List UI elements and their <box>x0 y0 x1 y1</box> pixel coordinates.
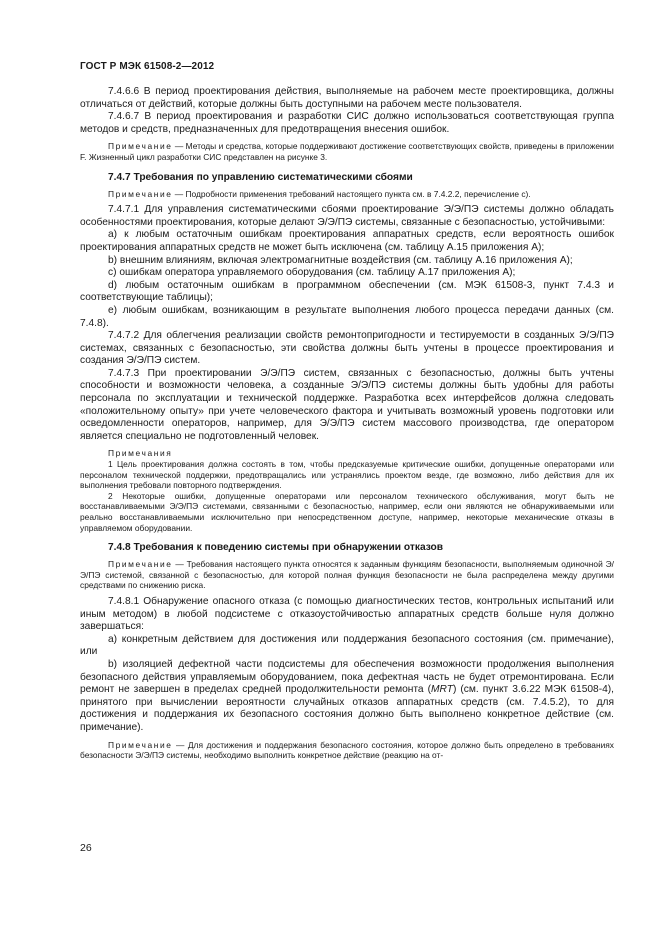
note-label: Примечание <box>108 141 173 152</box>
notes-heading: Примечания <box>108 448 173 459</box>
note-label: Примечание <box>108 188 173 199</box>
page-number: 26 <box>80 842 92 854</box>
page-content <box>80 86 614 761</box>
note-methods <box>80 141 614 162</box>
list-item-b: b) внешним влияниям, включая электромагнитные воздействия (см. таблицу А.16 приложения А); <box>108 254 573 266</box>
note-item-2: 2 Некоторые ошибки, допущенные операторами или персоналом технического обслуживания, могут быть не восстанавливаемыми Э/Э/ПЭ системами, связанными с безопасностью, например, если они являются не обнаруживаемыми или реально восстанавливаемыми исключительно при непосредственном доступе, например, некоторые механические отказы в управляемом оборудовании. <box>80 490 614 533</box>
paragraph-7-4-7-2: 7.4.7.2 Для облегчения реализации свойств ремонтопригодности и тестируемости в созданных Э/Э/ПЭ системах, связанных с безопасностью, эти свойства должны быть учтены в процессе проектирования и создания Э/Э/ПЭ систем. <box>80 330 614 367</box>
paragraph-7-4-7-1: 7.4.7.1 Для управления систематическими сбоями проектирование Э/Э/ПЭ системы должно обладать особенностями проектирования, которые делают Э/Э/ПЭ системы, связанные с безопасностью, устойчивыми: <box>80 204 614 228</box>
list-item-d: d) любым остаточным ошибкам в программном обеспечении (см. МЭК 61508-3, пункт 7.4.3 и соответствующие таблицы); <box>80 279 614 304</box>
document-header: ГОСТ Р МЭК 61508-2—2012 <box>80 61 215 72</box>
note-text: — Для достижения и поддержания безопасного состояния, которое должно быть определено в требованиях безопасности Э/Э/ПЭ системы, необходимо выполнить конкретное действие (реакцию на от- <box>80 739 614 761</box>
section-heading-7-4-7: 7.4.7 Требования по управлению систематическими сбоями <box>108 171 413 183</box>
list-item-e: e) любым ошибкам, возникающим в результате выполнения любого процесса передачи данных (см. 7.4.8). <box>80 304 614 329</box>
note-item-1: 1 Цель проектирования должна состоять в том, чтобы предсказуемые критические ошибки, допущенные операторами или персоналом технической поддержки, предотвращались или устранялись проектом везде, где возможно, либо действия для их выполнения требовали повторного подтверждения. <box>80 459 614 491</box>
paragraph-7-4-7-3: 7.4.7.3 При проектировании Э/Э/ПЭ систем, связанных с безопасностью, должны быть учтены способности и возможности человека, а созданные Э/Э/ПЭ системы должны быть удобны для работы персонала по эксплуатации и технической поддержке. Разработка всех интерфейсов должна следовать «положительному опыту» при учете человеческого фактора и учитывать возможный уровень подготовки или осведомленности операторов, например, для Э/Э/ПЭ систем массового производства, где оператором является специально не подготовленный человек. <box>80 367 614 442</box>
list2-b-part2: ) (см. пункт 3.6.22 МЭК 61508-4), принятого при вычислении вероятности случайных отказов аппаратных средств (см. 7.4.5.2), то для достижения и поддержания их безопасного состояния должно быть выполнено конкретное действие (см. примечание). <box>80 684 614 733</box>
note-text: — Подробности применения требований настоящего пункта см. в 7.4.2.2, перечисление с). <box>172 188 531 199</box>
note-label: Примечание <box>108 739 173 750</box>
list2-b-part1: b) изоляцией дефектной части подсистемы для обеспечения возможности продолжения выполнения безопасного действия управляемым оборудованием, пока дефектная часть не будет отремонтирована. Если ремонт не завершен в пределах средней продолжительности ремонта ( <box>80 658 614 696</box>
note-requirements <box>80 559 614 591</box>
list-item-a: a) к любым остаточным ошибкам проектирования аппаратных средств, если вероятность ошибок проектирования аппаратных средств не может быть исключена (см. таблицу А.15 приложения А); <box>80 229 614 253</box>
paragraph-7-4-6-6: 7.4.6.6 В период проектирования действия, выполняемые на рабочем месте проектировщика, должны отличаться от действий, которые должны быть доступными на рабочем месте пользователя. <box>80 86 614 110</box>
section-heading-7-4-8: 7.4.8 Требования к поведению системы при обнаружении отказов <box>108 542 444 554</box>
list2-item-a: a) конкретным действием для достижения или поддержания безопасного состояния (см. примечание), или <box>80 633 614 658</box>
mrt-abbreviation: MRT <box>431 684 453 696</box>
list2-item-b <box>80 659 614 735</box>
note-details <box>80 189 614 200</box>
paragraph-7-4-6-7: 7.4.6.7 В период проектирования и разработки СИС должно использоваться соответствующая группа методов и средств, предназначенных для предотвращения внесения ошибок. <box>80 111 614 135</box>
note-text: — Требования настоящего пункта относятся к заданным функциям безопасности, выполняемым одиночной Э/Э/ПЭ системой, связанной с безопасностью, для которой полная функция безопасности не была распределена между другими средствами по снижению риска. <box>80 559 614 591</box>
note-label: Примечание <box>108 559 173 570</box>
note-safe-state <box>80 740 614 761</box>
paragraph-7-4-8-1: 7.4.8.1 Обнаружение опасного отказа (с помощью диагностических тестов, контрольных испытаний или иным методом) в любой подсистеме с отказоустойчивостью аппаратных средств больше нуля должно завершаться: <box>80 595 614 633</box>
note-text: — Методы и средства, которые поддерживают достижение соответствующих свойств, приведены в приложении F. Жизненный цикл разработки СИС представлен на рисунке 3. <box>80 141 614 162</box>
list-item-c: c) ошибкам оператора управляемого оборудования (см. таблицу А.17 приложения А); <box>108 267 516 279</box>
